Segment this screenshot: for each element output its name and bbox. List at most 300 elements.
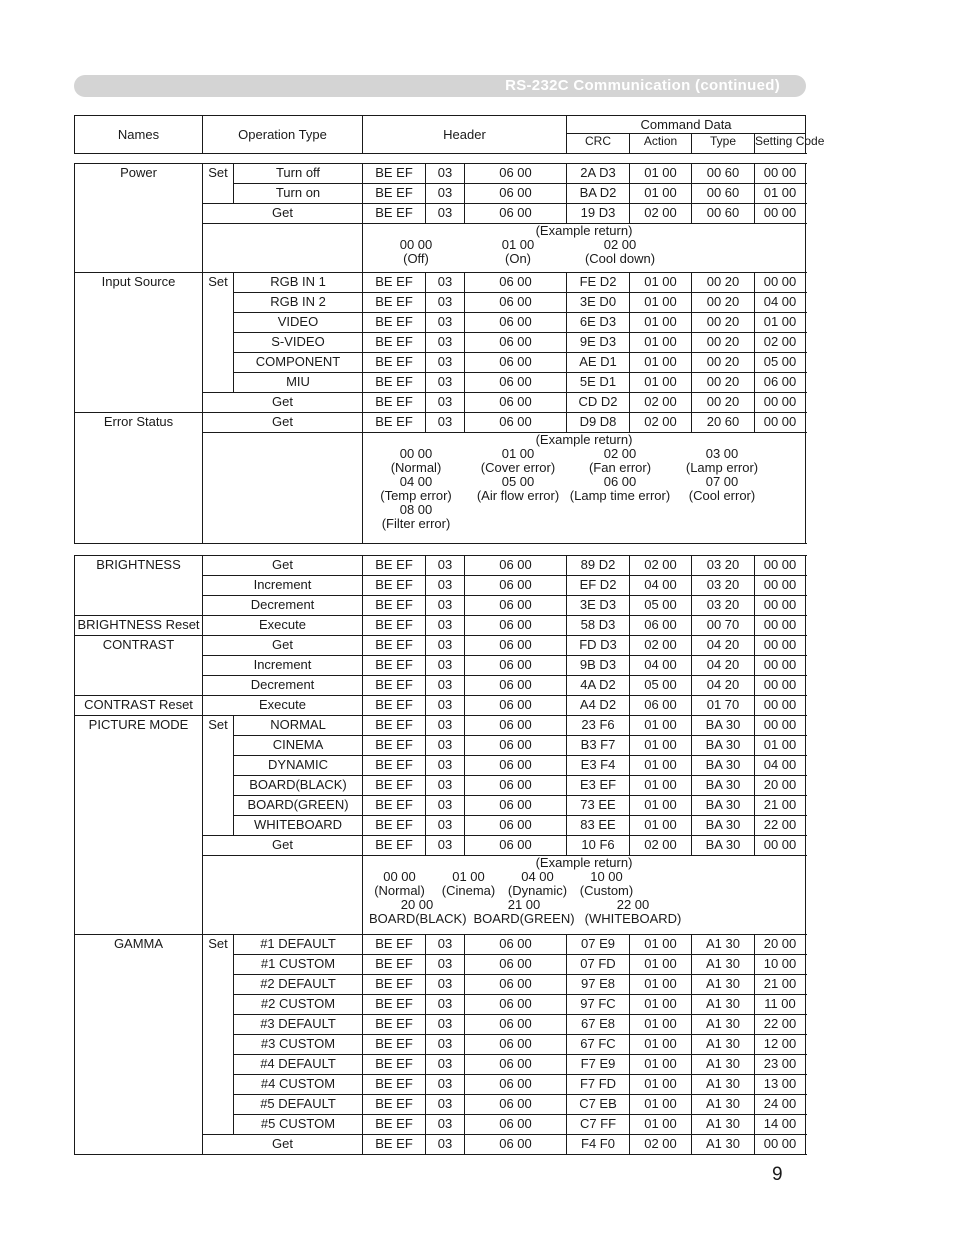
row-type: A1 30 (706, 936, 740, 951)
example-value: 22 00 (616, 897, 650, 912)
row-action: 01 00 (644, 185, 677, 200)
col-header-type: Type (692, 134, 755, 154)
row-header-3: 06 00 (499, 577, 532, 592)
row-header-3: 06 00 (499, 165, 532, 180)
row-header-1: BE EF (375, 185, 413, 200)
row-header-3: 06 00 (499, 817, 532, 832)
row-header-2: 03 (437, 936, 453, 951)
row-name: PICTURE MODE (88, 717, 189, 732)
example-value: 01 00 (452, 869, 485, 884)
row-header-2: 03 (437, 956, 453, 971)
row-action: 01 00 (644, 314, 677, 329)
row-setting-code: 00 00 (763, 165, 797, 180)
row-operation: Get (272, 414, 293, 429)
row-type: A1 30 (706, 1116, 740, 1131)
row-setting-code: 05 00 (763, 354, 797, 369)
row-action: 01 00 (644, 797, 677, 812)
row-action: 01 00 (644, 717, 677, 732)
row-header-2: 03 (437, 1096, 453, 1111)
row-operation: MIU (286, 374, 310, 389)
row-header-1: BE EF (375, 617, 413, 632)
row-header-1: BE EF (375, 996, 413, 1011)
command-row (75, 273, 806, 293)
row-setting-code: 00 00 (763, 597, 797, 612)
row-header-3: 06 00 (499, 557, 532, 572)
row-header-1: BE EF (375, 557, 413, 572)
row-action: 01 00 (644, 374, 677, 389)
row-action: 01 00 (644, 1016, 677, 1031)
row-crc: F7 FD (579, 1076, 617, 1091)
row-type: A1 30 (706, 956, 740, 971)
row-operation: #2 DEFAULT (260, 976, 336, 991)
row-crc: 97 FC (580, 996, 616, 1011)
row-type: A1 30 (706, 976, 740, 991)
row-crc: 83 EE (580, 817, 616, 832)
row-header-3: 06 00 (499, 797, 532, 812)
row-header-1: BE EF (375, 597, 413, 612)
row-header-3: 06 00 (499, 414, 532, 429)
row-type: 00 60 (706, 185, 740, 200)
example-value: 04 00 (521, 869, 554, 884)
row-action: 06 00 (644, 697, 677, 712)
row-header-2: 03 (437, 374, 453, 389)
row-crc: 67 FC (580, 1036, 616, 1051)
row-header-2: 03 (437, 757, 453, 772)
row-setting-code: 00 00 (763, 557, 797, 572)
row-crc: EF D2 (579, 577, 617, 592)
row-header-1: BE EF (375, 1096, 413, 1111)
row-header-3: 06 00 (499, 737, 532, 752)
row-set-label: Set (208, 274, 228, 289)
row-type: BA 30 (705, 717, 741, 732)
row-type: 00 20 (706, 294, 740, 309)
example-value: 00 00 (383, 869, 416, 884)
row-crc: 9E D3 (579, 334, 617, 349)
row-operation: Get (272, 205, 293, 220)
row-header-1: BE EF (375, 165, 413, 180)
row-setting-code: 00 00 (763, 837, 797, 852)
example-value: 07 00 (705, 474, 739, 489)
row-setting-code: 04 00 (763, 294, 797, 309)
row-header-3: 06 00 (499, 1056, 532, 1071)
row-action: 02 00 (644, 1136, 677, 1151)
example-value: 02 00 (603, 237, 637, 252)
row-operation: #1 CUSTOM (260, 956, 336, 971)
row-name: BRIGHTNESS (96, 557, 181, 572)
row-header-2: 03 (437, 717, 453, 732)
row-header-2: 03 (437, 294, 453, 309)
row-header-2: 03 (437, 557, 453, 572)
row-setting-code: 12 00 (763, 1036, 797, 1051)
row-header-3: 06 00 (499, 354, 532, 369)
row-action: 01 00 (644, 1036, 677, 1051)
row-operation: Decrement (250, 597, 315, 612)
row-action: 04 00 (644, 657, 677, 672)
row-action: 01 00 (644, 294, 677, 309)
row-crc: 5E D1 (579, 374, 617, 389)
row-operation: NORMAL (270, 717, 326, 732)
row-setting-code: 10 00 (763, 956, 797, 971)
row-crc: 6E D3 (579, 314, 617, 329)
row-action: 05 00 (644, 677, 677, 692)
row-action: 02 00 (644, 557, 677, 572)
command-row (75, 716, 806, 736)
row-header-2: 03 (437, 1056, 453, 1071)
row-header-3: 06 00 (499, 976, 532, 991)
example-label: (Cool error) (688, 488, 756, 503)
row-header-2: 03 (437, 274, 453, 289)
example-label: (Lamp error) (685, 460, 759, 475)
row-header-2: 03 (437, 996, 453, 1011)
row-action: 02 00 (644, 394, 677, 409)
command-row (75, 413, 806, 433)
row-crc: D9 D8 (579, 414, 617, 429)
example-label: (On) (505, 251, 531, 266)
row-action: 01 00 (644, 1056, 677, 1071)
page-number: 9 (772, 1164, 783, 1185)
row-header-3: 06 00 (499, 597, 532, 612)
row-type: A1 30 (706, 1076, 740, 1091)
example-value: 03 00 (705, 446, 739, 461)
row-header-2: 03 (437, 185, 453, 200)
row-header-1: BE EF (375, 394, 413, 409)
row-header-1: BE EF (375, 577, 413, 592)
row-action: 01 00 (644, 936, 677, 951)
row-crc: 89 D2 (580, 557, 616, 572)
row-crc: 3E D3 (579, 597, 617, 612)
row-operation: #1 DEFAULT (260, 936, 336, 951)
row-action: 04 00 (644, 577, 677, 592)
row-operation: S-VIDEO (271, 334, 325, 349)
example-label: (Air flow error) (476, 488, 560, 503)
command-row (75, 935, 806, 955)
row-operation: DYNAMIC (268, 757, 328, 772)
row-operation: VIDEO (277, 314, 319, 329)
row-header-3: 06 00 (499, 936, 532, 951)
row-header-1: BE EF (375, 777, 413, 792)
example-value: 21 00 (507, 897, 541, 912)
row-action: 01 00 (644, 354, 677, 369)
row-setting-code: 02 00 (763, 334, 797, 349)
row-action: 06 00 (644, 617, 677, 632)
row-header-3: 06 00 (499, 1096, 532, 1111)
row-crc: C7 FF (579, 1116, 617, 1131)
example-label: (Custom) (579, 883, 634, 898)
row-type: BA 30 (705, 737, 741, 752)
row-set-label: Set (208, 165, 228, 180)
row-header-3: 06 00 (499, 697, 532, 712)
row-header-1: BE EF (375, 697, 413, 712)
row-operation: Turn off (275, 165, 321, 180)
row-crc: CD D2 (578, 394, 618, 409)
row-action: 01 00 (644, 1076, 677, 1091)
row-setting-code: 00 00 (763, 274, 797, 289)
row-name: Error Status (103, 414, 174, 429)
row-crc: A4 D2 (579, 697, 617, 712)
row-crc: 10 F6 (581, 837, 615, 852)
section-title: RS-232C Communication (continued) (505, 77, 780, 94)
row-header-2: 03 (437, 577, 453, 592)
row-operation: WHITEBOARD (253, 817, 343, 832)
row-setting-code: 20 00 (763, 777, 797, 792)
row-header-1: BE EF (375, 757, 413, 772)
row-action: 01 00 (644, 777, 677, 792)
row-crc: F7 E9 (580, 1056, 616, 1071)
col-header-operation-type: Operation Type (203, 116, 363, 154)
row-crc: 19 D3 (580, 205, 616, 220)
row-action: 02 00 (644, 637, 677, 652)
row-crc: 9B D3 (579, 657, 617, 672)
row-type: 00 60 (706, 165, 740, 180)
row-header-1: BE EF (375, 976, 413, 991)
row-operation: BOARD(BLACK) (249, 777, 347, 792)
row-type: BA 30 (705, 797, 741, 812)
row-crc: E3 F4 (580, 757, 616, 772)
row-name: Input Source (101, 274, 176, 289)
example-value: 00 00 (399, 237, 433, 252)
row-type: 04 20 (706, 677, 740, 692)
row-header-1: BE EF (375, 956, 413, 971)
row-setting-code: 00 00 (763, 1136, 797, 1151)
row-type: A1 30 (706, 996, 740, 1011)
row-header-3: 06 00 (499, 617, 532, 632)
row-header-2: 03 (437, 817, 453, 832)
row-crc: 67 E8 (581, 1016, 615, 1031)
row-operation: Increment (253, 577, 312, 592)
row-action: 01 00 (644, 757, 677, 772)
example-return-title: (Example return) (535, 855, 633, 870)
example-return-title: (Example return) (535, 223, 633, 238)
row-setting-code: 22 00 (763, 817, 797, 832)
row-crc: AE D1 (579, 354, 617, 369)
row-header-3: 06 00 (499, 314, 532, 329)
row-header-2: 03 (437, 617, 453, 632)
row-header-2: 03 (437, 354, 453, 369)
row-type: A1 30 (706, 1056, 740, 1071)
row-setting-code: 01 00 (763, 314, 797, 329)
row-header-1: BE EF (375, 817, 413, 832)
row-header-1: BE EF (375, 936, 413, 951)
row-header-2: 03 (437, 1016, 453, 1031)
row-setting-code: 22 00 (763, 1016, 797, 1031)
row-setting-code: 21 00 (763, 976, 797, 991)
row-setting-code: 01 00 (763, 737, 797, 752)
row-operation: Get (272, 837, 293, 852)
row-header-1: BE EF (375, 354, 413, 369)
row-name: CONTRAST (102, 637, 175, 652)
row-crc: BA D2 (579, 185, 617, 200)
row-header-1: BE EF (375, 294, 413, 309)
row-setting-code: 14 00 (763, 1116, 797, 1131)
col-header-command-data: Command Data (567, 116, 806, 134)
row-crc: 97 E8 (581, 976, 615, 991)
row-type: A1 30 (706, 1136, 740, 1151)
row-header-3: 06 00 (499, 1036, 532, 1051)
command-row (75, 164, 806, 184)
row-operation: #3 DEFAULT (260, 1016, 336, 1031)
example-value: 01 00 (501, 446, 535, 461)
row-setting-code: 01 00 (763, 185, 797, 200)
row-setting-code: 00 00 (763, 617, 797, 632)
row-header-1: BE EF (375, 334, 413, 349)
example-label: (Normal) (374, 883, 425, 898)
section-banner (74, 75, 806, 97)
row-header-3: 06 00 (499, 996, 532, 1011)
row-crc: 07 FD (580, 956, 616, 971)
col-header-setting-code: Setting Code (755, 134, 806, 154)
row-header-2: 03 (437, 414, 453, 429)
row-header-1: BE EF (375, 374, 413, 389)
row-header-1: BE EF (375, 837, 413, 852)
row-operation: Increment (253, 657, 312, 672)
example-value: 10 00 (590, 869, 623, 884)
row-header-1: BE EF (375, 737, 413, 752)
row-operation: Decrement (250, 677, 315, 692)
row-crc: 23 F6 (581, 717, 615, 732)
row-operation: CINEMA (272, 737, 324, 752)
row-crc: 58 D3 (580, 617, 616, 632)
row-crc: B3 F7 (580, 737, 616, 752)
row-setting-code: 00 00 (763, 657, 797, 672)
row-header-2: 03 (437, 205, 453, 220)
row-type: 20 60 (706, 414, 740, 429)
row-header-1: BE EF (375, 414, 413, 429)
row-type: BA 30 (705, 757, 741, 772)
row-header-3: 06 00 (499, 334, 532, 349)
example-label: (Normal) (390, 460, 442, 475)
row-setting-code: 00 00 (763, 717, 797, 732)
row-set-label: Set (208, 717, 228, 732)
example-label: (WHITEBOARD) (584, 911, 682, 926)
example-value: 08 00 (399, 502, 433, 517)
command-row (75, 556, 806, 576)
row-setting-code: 00 00 (763, 637, 797, 652)
row-type: 00 20 (706, 394, 740, 409)
row-crc: F4 F0 (581, 1136, 615, 1151)
row-header-1: BE EF (375, 1136, 413, 1151)
row-operation: Turn on (275, 185, 321, 200)
row-header-3: 06 00 (499, 637, 532, 652)
row-type: 00 20 (706, 334, 740, 349)
row-header-2: 03 (437, 637, 453, 652)
row-header-3: 06 00 (499, 717, 532, 732)
row-setting-code: 00 00 (763, 205, 797, 220)
row-crc: 73 EE (580, 797, 616, 812)
row-operation: #4 DEFAULT (260, 1056, 336, 1071)
row-header-1: BE EF (375, 797, 413, 812)
row-type: 00 20 (706, 274, 740, 289)
row-operation: Execute (259, 697, 306, 712)
row-operation: #3 CUSTOM (260, 1036, 336, 1051)
row-action: 01 00 (644, 737, 677, 752)
example-value: 01 00 (501, 237, 535, 252)
row-type: 01 70 (706, 697, 740, 712)
row-header-2: 03 (437, 697, 453, 712)
row-setting-code: 04 00 (763, 757, 797, 772)
header-table (74, 115, 825, 154)
col-header-action: Action (630, 134, 692, 154)
row-setting-code: 13 00 (763, 1076, 797, 1091)
row-crc: FD D3 (579, 637, 617, 652)
row-header-3: 06 00 (499, 1116, 532, 1131)
row-header-3: 06 00 (499, 677, 532, 692)
row-header-1: BE EF (375, 1076, 413, 1091)
row-name: GAMMA (113, 936, 164, 951)
row-operation: RGB IN 1 (270, 274, 326, 289)
row-header-3: 06 00 (499, 657, 532, 672)
example-label: (Dynamic) (507, 883, 568, 898)
row-type: 00 20 (706, 314, 740, 329)
col-header-names: Names (75, 116, 203, 154)
row-header-3: 06 00 (499, 1076, 532, 1091)
example-label: (Temp error) (380, 488, 452, 503)
example-value: 06 00 (603, 474, 637, 489)
example-label: (Fan error) (588, 460, 652, 475)
row-header-2: 03 (437, 165, 453, 180)
row-header-1: BE EF (375, 657, 413, 672)
row-action: 01 00 (644, 274, 677, 289)
row-name: BRIGHTNESS Reset (77, 617, 200, 632)
row-setting-code: 11 00 (764, 996, 796, 1011)
row-action: 02 00 (644, 837, 677, 852)
row-setting-code: 00 00 (763, 414, 797, 429)
row-crc: 3E D0 (579, 294, 617, 309)
row-header-3: 06 00 (499, 394, 532, 409)
row-header-2: 03 (437, 797, 453, 812)
row-header-1: BE EF (375, 314, 413, 329)
row-header-2: 03 (437, 334, 453, 349)
row-header-2: 03 (437, 1136, 453, 1151)
row-set-label: Set (208, 936, 228, 951)
row-header-1: BE EF (375, 677, 413, 692)
row-action: 01 00 (644, 334, 677, 349)
row-operation: Get (272, 637, 293, 652)
row-setting-code: 23 00 (763, 1056, 797, 1071)
col-header-crc: CRC (567, 134, 630, 154)
row-header-3: 06 00 (499, 205, 532, 220)
row-action: 01 00 (644, 1116, 677, 1131)
row-header-2: 03 (437, 394, 453, 409)
row-setting-code: 06 00 (763, 374, 797, 389)
example-value: 02 00 (603, 446, 637, 461)
row-header-2: 03 (437, 1116, 453, 1131)
example-label: (Cover error) (480, 460, 556, 475)
row-setting-code: 00 00 (763, 697, 797, 712)
row-action: 01 00 (644, 956, 677, 971)
row-crc: FE D2 (579, 274, 617, 289)
row-header-1: BE EF (375, 205, 413, 220)
row-setting-code: 00 00 (763, 577, 797, 592)
row-type: A1 30 (706, 1036, 740, 1051)
row-setting-code: 21 00 (763, 797, 797, 812)
row-action: 02 00 (644, 205, 677, 220)
row-operation: #2 CUSTOM (260, 996, 336, 1011)
row-action: 05 00 (644, 597, 677, 612)
row-setting-code: 00 00 (763, 394, 797, 409)
row-type: 03 20 (706, 577, 740, 592)
example-label: (Off) (403, 251, 429, 266)
row-setting-code: 24 00 (763, 1096, 797, 1111)
row-header-1: BE EF (375, 637, 413, 652)
command-row (75, 636, 806, 656)
example-label: BOARD(BLACK) (369, 911, 467, 926)
command-table-1 (74, 163, 806, 544)
row-header-3: 06 00 (499, 956, 532, 971)
row-action: 02 00 (644, 414, 677, 429)
row-action: 01 00 (644, 1096, 677, 1111)
row-action: 01 00 (644, 996, 677, 1011)
example-label: (Cinema) (441, 883, 496, 898)
